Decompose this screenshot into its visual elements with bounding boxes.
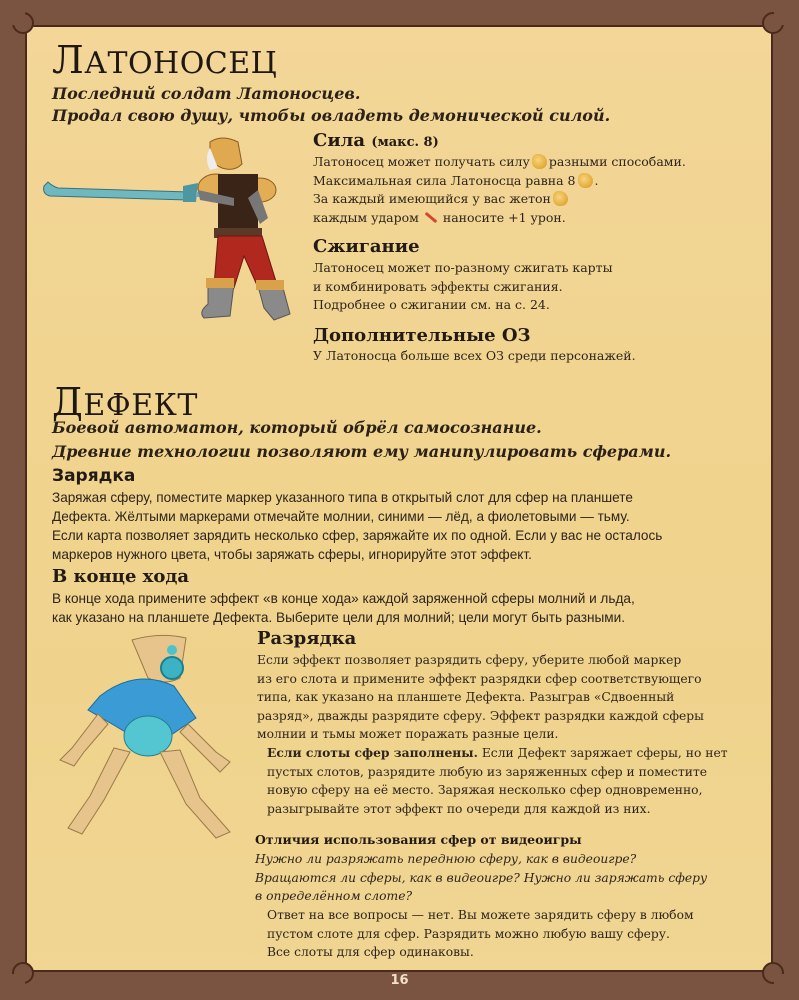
text-line: маркеров нужного цвета, чтобы заряжать сферы, игнорируйте этот эффект. [52, 547, 532, 562]
title-rest: ЕФЕКТ [83, 388, 198, 423]
title-cap: Л [52, 38, 85, 82]
strength-text [313, 153, 686, 227]
question-line: в определённом слоте? [255, 889, 413, 904]
strength-token-icon [578, 173, 593, 188]
extra-hp-heading: Дополнительные ОЗ [313, 325, 531, 346]
page-number: 16 [390, 973, 409, 988]
text-line: типа, как указано на планшете Дефекта. Разыграв «Сдвоенный [257, 690, 675, 705]
text-line: Если карта позволяет зарядить несколько сфер, заряжайте их по одной. Если у вас не осталось [52, 528, 663, 543]
defect-lead-2: Древние технологии позволяют ему манипулировать сферами. [52, 442, 672, 461]
answer-line: Ответ на все вопросы — нет. Вы можете зарядить сферу в любом [267, 908, 694, 922]
answer-line: Все слоты для сфер одинаковы. [267, 945, 474, 960]
text-line: разыгрывайте этот эффект по очереди для каждой из них. [267, 801, 651, 816]
text: . [594, 172, 599, 188]
text: наносите +1 урон. [442, 209, 566, 225]
text-line: как указано на планшете Дефекта. Выберите цели для молний; цели могут быть разными. [52, 610, 626, 625]
strength-token-icon [532, 154, 547, 169]
text-line: и комбинировать эффекты сжигания. [313, 278, 563, 294]
text: разными способами. [548, 154, 686, 169]
text-line [313, 190, 686, 209]
text-line: Заряжая сферу, поместите маркер указанного типа в открытый слот для сфер на планшете [52, 490, 633, 505]
channel-text [52, 488, 662, 564]
text: Если Дефект заряжает сферы, но нет [477, 746, 728, 760]
text-line: молнии и тьмы может поражать разные цели. [257, 727, 559, 742]
text: За каждый имеющийся у вас жетон [313, 191, 551, 207]
text-line: пустых слотов, разрядите любую из заряженных сфер и поместите [267, 764, 708, 779]
text-line: Если эффект позволяет разрядить сферу, уберите любой маркер [257, 653, 682, 667]
text-line: Латоносец может по-разному сжигать карты [313, 260, 613, 275]
text-line: из его слота и примените эффект разрядки сфер соответствующего [257, 671, 702, 686]
evoke-heading: Разрядка [257, 628, 357, 649]
question-line: Вращаются ли сферы, как в видеоигре? Нужно ли заряжать сферу [255, 870, 708, 885]
answer-line: пустом слоте для сфер. Разрядить можно любую вашу сферу. [267, 926, 670, 941]
attack-sword-icon [425, 212, 438, 223]
differences-answer [267, 906, 694, 962]
ironclad-lead-2: Продал свою душу, чтобы овладеть демонической силой. [52, 106, 611, 125]
strength-heading [313, 130, 439, 151]
text-line [313, 172, 686, 191]
ironclad-title [52, 38, 277, 82]
differences-heading: Отличия использования сфер от видеоигры [255, 832, 582, 847]
heading-note: (макс. 8) [371, 135, 439, 150]
text-line [313, 153, 686, 172]
title-cap: Д [52, 380, 84, 424]
text: каждым ударом [313, 209, 419, 225]
defect-character-illustration [40, 628, 255, 846]
text: Латоносец может получать силу [313, 154, 530, 169]
end-of-turn-heading: В конце хода [52, 566, 190, 587]
text-line [267, 744, 728, 763]
strength-token-icon [553, 191, 568, 206]
text-line [313, 209, 686, 228]
ironclad-lead-1: Последний солдат Латоносцев. [52, 84, 361, 103]
title-rest: АТОНОСЕЦ [84, 46, 278, 81]
text-line: В конце хода примените эффект «в конце хода» каждой заряженной сферы молний и льда, [52, 591, 635, 606]
text-line: новую сферу на её место. Заряжая несколько сфер одновременно, [267, 783, 703, 798]
exhaust-heading: Сжигание [313, 236, 420, 257]
differences-questions [255, 850, 707, 906]
question-line: Нужно ли разряжать переднюю сферу, как в видеоигре? [255, 852, 637, 866]
ironclad-character-illustration [38, 128, 308, 328]
text-line: разряд», дважды разрядите сферу. Эффект разрядки каждой сферы [257, 708, 704, 723]
channel-heading: Зарядка [52, 466, 136, 486]
text: Максимальная сила Латоносца равна 8 [313, 172, 576, 188]
exhaust-text [313, 259, 613, 315]
full-slots-text [267, 744, 728, 818]
defect-lead-1: Боевой автоматон, который обрёл самосознание. [52, 418, 542, 437]
heading-text: Сила [313, 130, 366, 151]
extra-hp-text [313, 347, 636, 366]
evoke-text [257, 651, 704, 744]
text-line: Дефекта. Жёлтыми маркерами отмечайте молнии, синими — лёд, а фиолетовыми — тьму. [52, 509, 630, 524]
text-line: У Латоносца больше всех ОЗ среди персонажей. [313, 348, 636, 363]
text-line: Подробнее о сжигании см. на с. 24. [313, 297, 550, 313]
full-slots-bold: Если слоты сфер заполнены. [267, 745, 478, 760]
end-of-turn-text [52, 589, 635, 627]
